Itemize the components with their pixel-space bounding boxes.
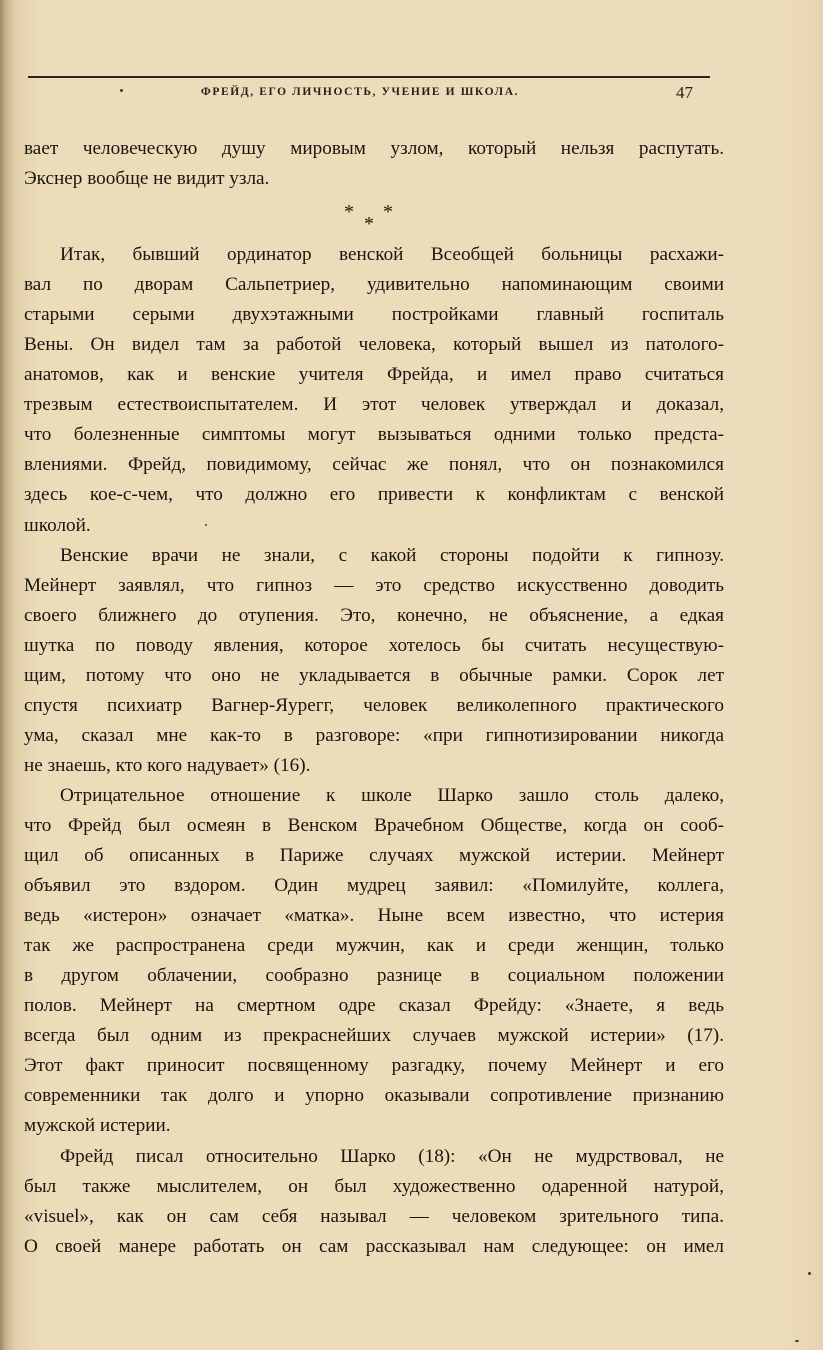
text-line: ума, сказал мне как-то в разговоре: «при гипнотизировании никогда xyxy=(24,724,724,746)
text-line: трезвым естествоиспытателем. И этот человек утверждал и доказал, xyxy=(24,394,724,416)
page-number: 47 xyxy=(676,83,693,102)
print-speck xyxy=(795,1340,799,1342)
text-line: Этот факт приносит посвященному разгадку, почему Мейнерт и его xyxy=(24,1055,724,1077)
text-line: всегда был одним из прекраснейших случаев мужской истерии» (17). xyxy=(24,1025,724,1047)
text-line: что болезненные симптомы могут вызываться одними только предста- xyxy=(24,424,724,446)
text-line: Отрицательное отношение к школе Шарко зашло столь далеко, xyxy=(60,784,724,806)
asterisk: * xyxy=(383,201,393,224)
text-line: Фрейд писал относительно Шарко (18): «Он не мудрствовал, не xyxy=(60,1145,724,1167)
text-line: влениями. Фрейд, повидимому, сейчас же понял, что он познакомился xyxy=(24,454,724,476)
text-line: школой. xyxy=(24,514,91,536)
text-line: Венские врачи не знали, с какой стороны подойти к гипнозу. xyxy=(60,544,724,566)
text-line: объявил это вздором. Один мудрец заявил: «Помилуйте, коллега, xyxy=(24,875,724,897)
body-text xyxy=(24,134,724,1262)
text-line: современники так долго и упорно оказывали сопротивление признанию xyxy=(24,1085,724,1107)
text-line: вал по дворам Сальпетриер, удивительно напоминающим своими xyxy=(24,274,724,296)
text-line: был также мыслителем, он был художественно одаренной натурой, xyxy=(24,1175,724,1197)
text-line: спустя психиатр Вагнер-Яурегг, человек великолепного практического xyxy=(24,694,724,716)
text-line: старыми серыми двухэтажными постройками главный госпиталь xyxy=(24,304,724,326)
asterisk: * xyxy=(344,201,354,224)
text-line: щил об описанных в Париже случаях мужской истерии. Мейнерт xyxy=(24,845,724,867)
text-line: шутка по поводу явления, которое хотелось бы считать несуществую- xyxy=(24,634,724,656)
text-line: не знаешь, кто кого надувает» (16). xyxy=(24,754,311,776)
text-line: Вены. Он видел там за работой человека, который вышел из патолого- xyxy=(24,334,724,356)
text-line: ведь «истерон» означает «матка». Ныне всем известно, что истерия xyxy=(24,905,724,927)
print-speck xyxy=(205,524,207,526)
text-line: мужской истерии. xyxy=(24,1115,171,1137)
text-line: в другом облачении, сообразно разнице в социальном положении xyxy=(24,965,724,987)
text-line: полов. Мейнерт на смертном одре сказал Фрейду: «Знаете, я ведь xyxy=(24,995,724,1017)
text-line: Экснер вообще не видит узла. xyxy=(24,168,270,190)
print-speck xyxy=(808,1272,811,1275)
asterisk: * xyxy=(364,213,374,236)
text-line: «visuel», как он сам себя называл — человеком зрительного типа. xyxy=(24,1205,724,1227)
section-separator xyxy=(24,194,724,240)
text-line: Мейнерт заявлял, что гипноз — это средство искусственно доводить xyxy=(24,574,724,596)
header-rule xyxy=(28,76,710,78)
text-line: так же распространена среди мужчин, как и среди женщин, только xyxy=(24,935,724,957)
text-line: своего ближнего до отупения. Это, конечно, не объяснение, а едкая xyxy=(24,604,724,626)
text-line: вает человеческую душу мировым узлом, который нельзя распутать. xyxy=(24,138,724,159)
print-speck xyxy=(120,89,123,92)
text-line: здесь кое-с-чем, что должно его привести к конфликтам с венской xyxy=(24,484,724,506)
running-head: ФРЕЙД, ЕГО ЛИЧНОСТЬ, УЧЕНИЕ И ШКОЛА. xyxy=(200,86,520,98)
text-line: щим, потому что оно не укладывается в обычные рамки. Сорок лет xyxy=(24,664,724,686)
text-line: Итак, бывший ординатор венской Всеобщей больницы расхажи- xyxy=(60,244,724,266)
text-line: О своей манере работать он сам рассказывал нам следующее: он имел xyxy=(24,1235,724,1257)
text-line: анатомов, как и венские учителя Фрейда, и имел право считаться xyxy=(24,364,724,386)
text-line: что Фрейд был осмеян в Венском Врачебном Обществе, когда он сооб- xyxy=(24,814,724,836)
